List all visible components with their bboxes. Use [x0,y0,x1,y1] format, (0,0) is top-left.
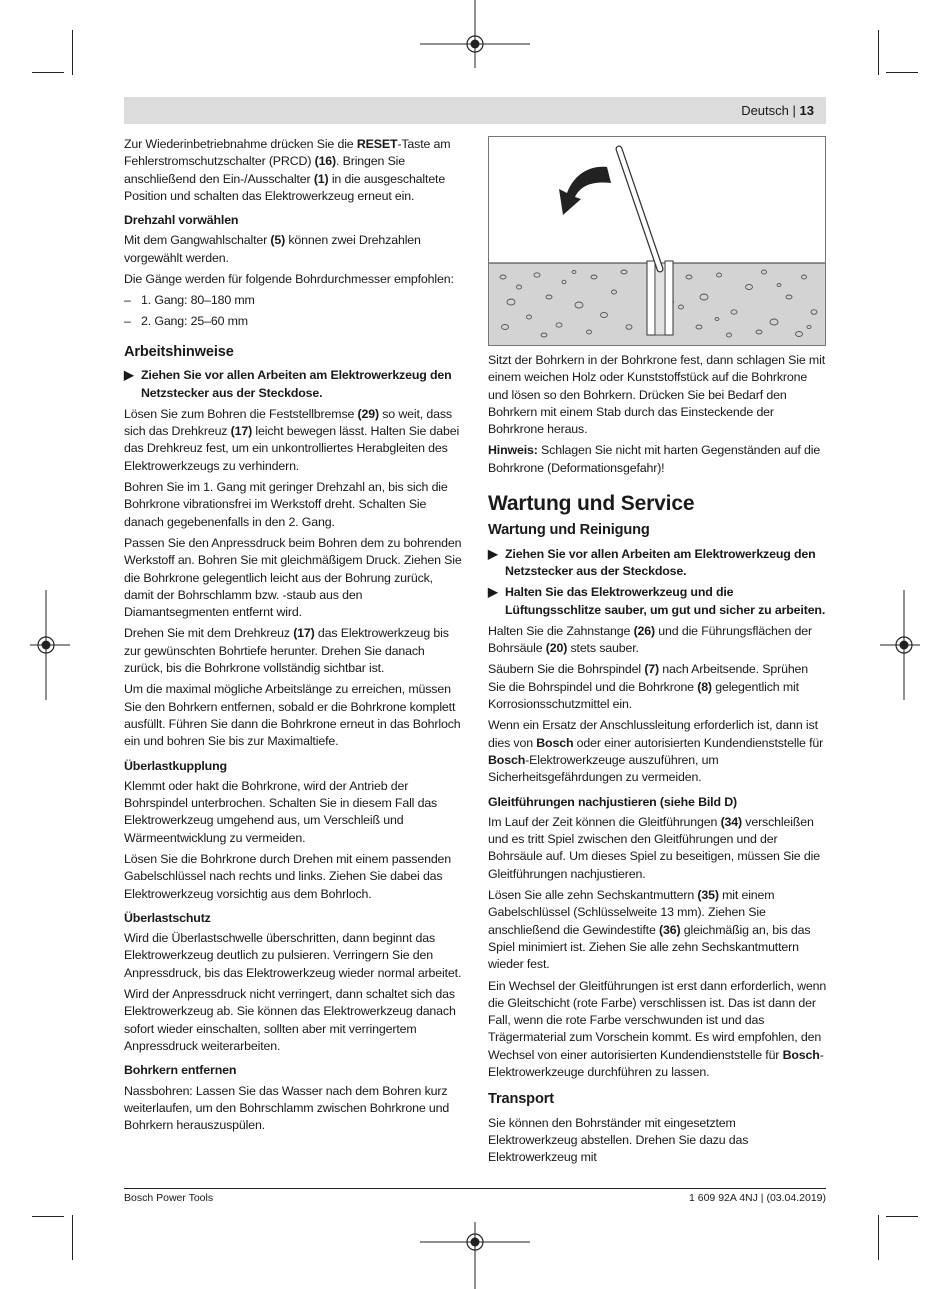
schutz-paragraph-1: Wird die Überlastschwelle überschritten, dann beginnt das Elektrowerkzeug deutlich zu pulsieren. Verringern Sie den Anpressdruck, bis das Elektrowerkzeug wieder normal arbeitet. [124,931,462,980]
arbeitshinweise-heading: Arbeitshinweise [124,343,234,360]
kupplung-paragraph-2: Lösen Sie die Bohrkrone durch Drehen mit einem passenden Gabelschlüssel nach rechts und links. Ziehen Sie dabei das Elektrowerkzeug vorsichtig aus dem Bohrloch. [124,851,452,901]
warning-arrow-icon: ▶ [488,585,498,600]
crop-mark [878,1215,879,1260]
left-column [124,136,464,1138]
crop-mark [886,72,918,73]
registration-mark-icon [420,0,530,68]
kupplung-paragraph-1: Klemmt oder hakt die Bohrkrone, wird der Antrieb der Bohrspindel unterbrochen. Schalten Sie in diesem Fall das Elektrowerkzeug umgehend aus, um Verschleiß und Wärmeentwicklung zu vermeiden. [124,778,438,845]
transport-paragraph: Sie können den Bohrständer mit eingesetztem Elektrowerkzeug abstellen. Drehen Sie dazu das Elektrowerkzeug mit [488,1115,749,1165]
warning-arrow-icon: ▶ [124,368,134,383]
drehzahl-paragraph: Mit dem Gangwahlschalter (5) können zwei Drehzahlen vorgewählt werden. [124,233,421,265]
bohrspindel-paragraph: Säubern Sie die Bohrspindel (7) nach Arbeitsende. Sprühen Sie die Bohrspindel und die Bohrkrone (8) gelegentlich mit Korrosionsschutzmittel ein. [488,662,809,712]
footer-divider [124,1188,826,1189]
header-separator: | [792,103,796,118]
schutz-paragraph-2: Wird der Anpressdruck nicht verringert, dann schaltet sich das Elektrowerkzeug ab. Sie können das Elektrowerkzeug danach sofort wieder einschalten, sollten aber mit verringertem Anpressdruck weiterarbeiten. [124,987,456,1053]
registration-mark-icon [30,590,70,700]
gaenge-paragraph: Die Gänge werden für folgende Bohrdurchmesser empfohlen: [124,272,454,287]
list-item: – 1. Gang: 80–180 mm [124,293,255,308]
ueberlastschutz-heading: Überlastschutz [124,910,211,925]
zahnstange-paragraph: Halten Sie die Zahnstange (26) und die Führungsflächen der Bohrsäule (20) stets sauber. [488,623,813,656]
gleit-paragraph-2: Lösen Sie alle zehn Sechskantmuttern (35) mit einem Gabelschlüssel (Schlüsselweite 13 mm). Ziehen Sie anschließend die Gewindestifte (36) gleichmäßig an, bis das Spiel minimiert ist. Ziehen Sie alle zehn Sechskantmuttern wieder fest. [488,888,811,972]
crop-mark [32,1216,64,1217]
gleit-paragraph-3: Ein Wechsel der Gleitführungen ist erst dann erforderlich, wenn die Gleitschicht (rote Farbe) verschlissen ist. Das ist dann der Fall, wenn die rote Farbe verschwunden ist und das Trägermaterial zum Vorschein kommt. Es wird empfohlen, den Wechsel von einer autorisierten Kundendienststelle für Bosch-Elektrowerkzeuge durchführen zu lassen. [488,978,827,1079]
ueberlastkupplung-heading: Überlastkupplung [124,758,227,773]
safety-warning: ▶ Halten Sie das Elektrowerkzeug und die Lüftungsschlitze sauber, um gut und sicher zu arbeiten. [488,585,826,617]
drehzahl-heading: Drehzahl vorwählen [124,213,239,228]
registration-mark-icon [420,1222,530,1289]
safety-warning: ▶ Ziehen Sie vor allen Arbeiten am Elektrowerkzeug den Netzstecker aus der Steckdose. [488,546,816,578]
crop-mark [886,1216,918,1217]
feststellbremse-paragraph: Lösen Sie zum Bohren die Feststellbremse (29) so weit, dass sich das Drehkreuz (17) leicht bewegen lässt. Halten Sie dabei das Drehkreuz fest, um ein unkontrolliertes Herabgleiten des Elektrowerkzeugs zu verhindern. [124,406,460,473]
warning-arrow-icon: ▶ [488,546,498,561]
anpressdruck-paragraph: Passen Sie den Anpressdruck beim Bohren dem zu bohrenden Werkstoff an. Bohren Sie mit gleichmäßigem Druck. Ziehen Sie die Bohrkrone gelegentlich leicht aus der Bohrung zurück, damit der Bohrschlamm bzw. -staub aus den Diamantsegmenten entfernt wird. [124,535,462,620]
bohrkern-heading: Bohrkern entfernen [124,1063,237,1078]
crop-mark [32,72,64,73]
reset-paragraph: Zur Wiederinbetriebnahme drücken Sie die RESET-Taste am Fehlerstromschutzschalter (PRCD) (16). Bringen Sie anschließend den Ein-/Ausschalter (1) in die ausgeschaltete Position und schalten das Elektrowerkzeug erneut ein. [124,137,451,203]
header-label [741,103,814,118]
safety-warning: ▶ Ziehen Sie vor allen Arbeiten am Elektrowerkzeug den Netzstecker aus der Steckdose. [124,368,452,400]
gleit-paragraph-1: Im Lauf der Zeit können die Gleitführungen (34) verschleißen und es tritt Spiel zwischen den Gleitführungen und der Bohrsäule auf. Um dieses Spiel zu beseitigen, müssen Sie die Gleitführungen nachjustieren. [488,814,820,881]
anschlussleitung-paragraph: Wenn ein Ersatz der Anschlussleitung erforderlich ist, dann ist dies von Bosch oder einer autorisierten Kundendienststelle für Bosch-Elektrowerkzeuge auszuführen, um Sicherheitsgefährdungen zu vermeiden. [488,718,824,785]
page-header [124,97,826,124]
anbohren-paragraph: Bohren Sie im 1. Gang mit geringer Drehzahl an, bis sich die Bohrkrone vibrationsfrei im Werkstoff dreht. Schalten Sie danach gegebenenfalls in den 2. Gang. [124,480,448,529]
list-item: – 2. Gang: 25–60 mm [124,313,248,328]
hinweis-paragraph: Hinweis: Schlagen Sie nicht mit harten Gegenständen auf die Bohrkrone (Deformationsgefahr)! [488,443,821,475]
gleitfuehrungen-heading: Gleitführungen nachjustieren (siehe Bild D) [488,794,737,809]
footer-doc-number: 1 609 92A 4NJ | (03.04.2019) [689,1192,826,1204]
transport-heading: Transport [488,1091,554,1108]
bohrkern-fest-paragraph: Sitzt der Bohrkern in der Bohrkrone fest, dann schlagen Sie mit einem weichen Holz oder Kunststoffstück auf die Bohrkrone und lösen so den Bohrkern. Drücken Sie bei Bedarf den Bohrkern mit einem Stab durch das Einsteckende der Bohrkrone heraus. [488,353,825,437]
footer-brand: Bosch Power Tools [124,1192,214,1204]
core-drilling-illustration [489,137,825,345]
crop-mark [72,30,73,75]
arbeitslaenge-paragraph: Um die maximal mögliche Arbeitslänge zu erreichen, müssen Sie den Bohrkern entfernen, sobald er die Bohrkrone komplett ausfüllt. Führen Sie dann die Bohrkrone erneut in das Bohrloch ein und bohren Sie bis zur Maximaltiefe. [124,682,461,749]
registration-mark-icon [880,590,920,700]
wartung-reinigung-heading: Wartung und Reinigung [488,522,650,539]
header-language: Deutsch [741,103,789,118]
crop-mark [72,1215,73,1260]
bohrtiefe-paragraph: Drehen Sie mit dem Drehkreuz (17) das Elektrowerkzeug bis zur gewünschten Bohrtiefe herunter. Drehen Sie danach zurück, bis die Bohrkrone vollständig sichtbar ist. [124,626,449,676]
crop-mark [878,30,879,75]
wartung-service-title: Wartung und Service [488,492,695,516]
page-number: 13 [799,103,814,118]
bohrkern-figure [488,136,826,346]
bohrkern-paragraph: Nassbohren: Lassen Sie das Wasser nach dem Bohren kurz weiterlaufen, um den Bohrschlamm zwischen Bohrkrone und Bohrkern herauszuspülen. [124,1083,450,1133]
right-column [488,136,828,1170]
